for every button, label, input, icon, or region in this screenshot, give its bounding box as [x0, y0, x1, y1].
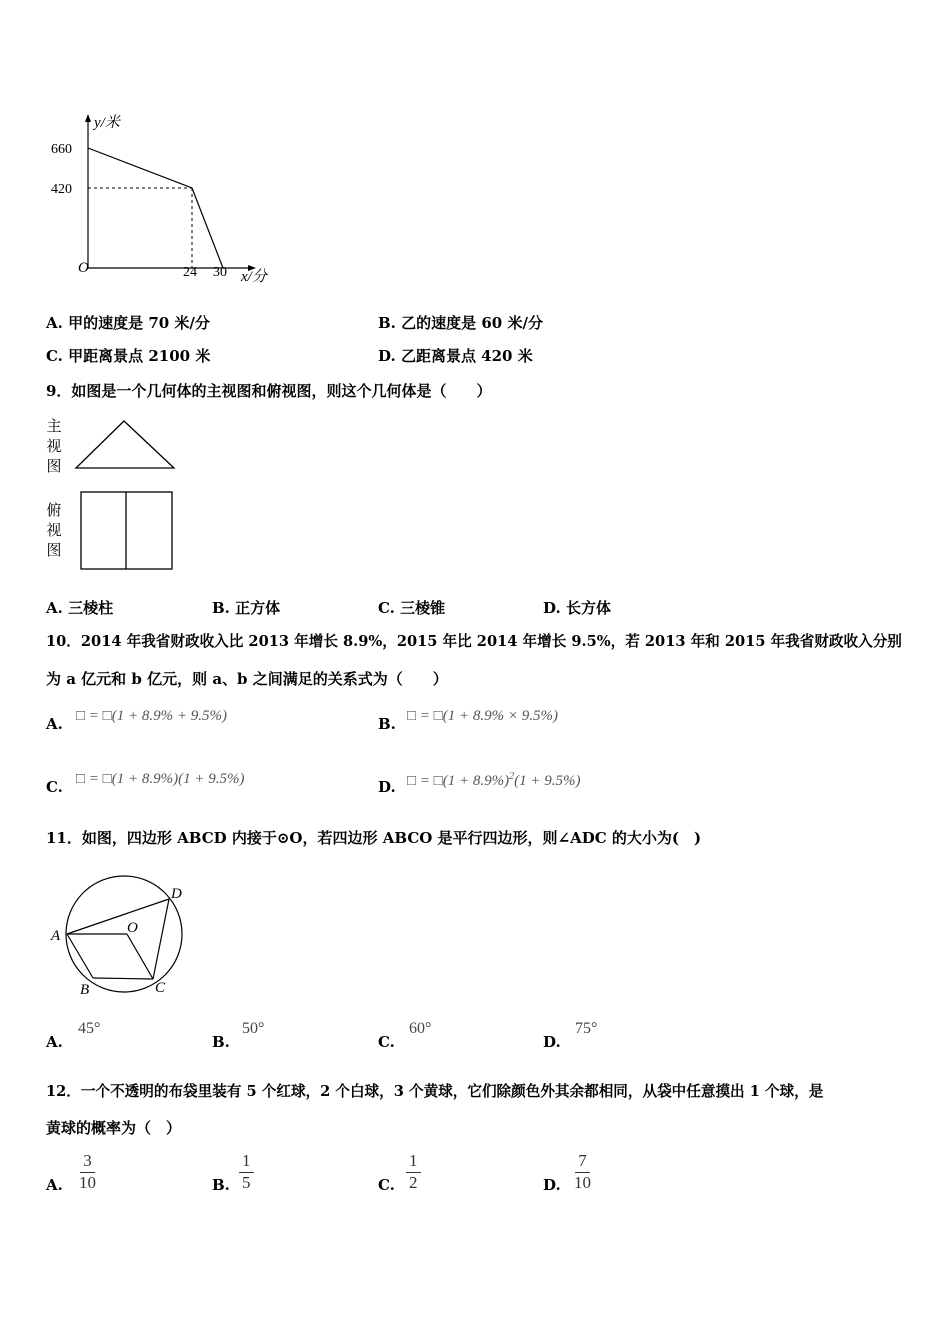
- q10-option-c: C.: [46, 778, 63, 796]
- q9-option-a: A. 三棱柱: [46, 599, 114, 617]
- q12-stem-line1: 12．一个不透明的布袋里装有 5 个红球，2 个白球，3 个黄球，它们除颜色外其余都相同，从袋中任意摸出 1 个球，是: [46, 1083, 824, 1100]
- graph-line: [88, 148, 223, 268]
- q11-value-d: 75°: [575, 1020, 598, 1037]
- q12-fraction-c: $\frac{1}{2}$: [406, 1152, 421, 1192]
- q12-fraction-b: $\frac{1}{5}$: [239, 1152, 254, 1192]
- q10-stem-line1: 10．2014 年我省财政收入比 2013 年增长 8.9%，2015 年比 2014 年增长 9.5%，若 2013 年和 2015 年我省财政收入分别: [46, 633, 902, 650]
- segment-co: [127, 934, 153, 979]
- segment-ad: [67, 899, 169, 934]
- y-tick-420: 420: [51, 182, 72, 197]
- front-view-label: 主 视 图: [46, 417, 62, 475]
- q11-option-b: B.: [212, 1033, 230, 1051]
- origin-label: O: [78, 260, 89, 276]
- q8-option-a: A. 甲的速度是 70 米/分: [46, 314, 210, 332]
- label-a: A: [51, 928, 61, 944]
- q11-value-c: 60°: [409, 1020, 432, 1037]
- q10-formula-d: □ = □(1 + 8.9%)$^2$(1 + 9.5%): [407, 771, 581, 789]
- q10-option-d: D.: [378, 778, 396, 796]
- q10-formula-c: □ = □(1 + 8.9%)(1 + 9.5%): [76, 771, 245, 787]
- front-view-triangle: [74, 418, 178, 472]
- q11-option-d: D.: [543, 1033, 561, 1051]
- q9-option-d: D. 长方体: [543, 599, 611, 617]
- q9-stem: 9．如图是一个几何体的主视图和俯视图，则这个几何体是（ ）: [46, 382, 492, 400]
- segment-bc: [93, 978, 153, 979]
- top-view-label: 俯 视 图: [46, 501, 62, 559]
- x-tick-24: 24: [183, 265, 197, 280]
- y-axis-label: y/米: [94, 115, 120, 131]
- x-tick-30: 30: [213, 265, 227, 280]
- q10-option-a: A.: [46, 715, 63, 733]
- q12-option-d: D.: [543, 1176, 561, 1194]
- q9-option-c: C. 三棱锥: [378, 599, 446, 617]
- circle-quadrilateral-figure: [45, 870, 195, 1000]
- q12-fraction-a: $\frac{3}{10}$: [79, 1151, 96, 1192]
- q12-stem-line2: 黄球的概率为（ ）: [46, 1119, 182, 1137]
- q8-option-d: D. 乙距离景点 420 米: [378, 347, 533, 365]
- q8-option-b: B. 乙的速度是 60 米/分: [378, 314, 543, 332]
- label-b: B: [80, 982, 90, 998]
- top-view-rectangle: [79, 490, 175, 572]
- x-axis-label: x/分: [241, 269, 267, 285]
- label-c: C: [155, 980, 166, 996]
- q11-value-a: 45°: [78, 1020, 101, 1037]
- q11-stem: 11．如图，四边形 ABCD 内接于⊙O，若四边形 ABCO 是平行四边形，则∠ADC 的大小为( ): [46, 829, 702, 847]
- y-axis-arrow: [85, 114, 91, 122]
- q10-formula-b: □ = □(1 + 8.9% × 9.5%): [407, 708, 558, 724]
- distance-time-graph: [45, 108, 285, 293]
- q11-option-c: C.: [378, 1033, 395, 1051]
- q12-option-c: C.: [378, 1176, 395, 1194]
- q11-option-a: A.: [46, 1033, 63, 1051]
- q10-option-b: B.: [378, 715, 396, 733]
- q12-option-a: A.: [46, 1176, 63, 1194]
- q10-stem-line2: 为 a 亿元和 b 亿元，则 a、b 之间满足的关系式为（ ）: [46, 670, 448, 688]
- segment-dc: [153, 899, 169, 979]
- q8-option-c: C. 甲距离景点 2100 米: [46, 347, 211, 365]
- q12-fraction-d: $\frac{7}{10}$: [574, 1151, 591, 1192]
- label-o: O: [127, 920, 138, 936]
- q11-value-b: 50°: [242, 1020, 265, 1037]
- q12-option-b: B.: [212, 1176, 230, 1194]
- label-d: D: [171, 886, 182, 902]
- q9-option-b: B. 正方体: [212, 599, 281, 617]
- q10-formula-a: □ = □(1 + 8.9% + 9.5%): [76, 708, 227, 724]
- y-tick-660: 660: [51, 142, 72, 157]
